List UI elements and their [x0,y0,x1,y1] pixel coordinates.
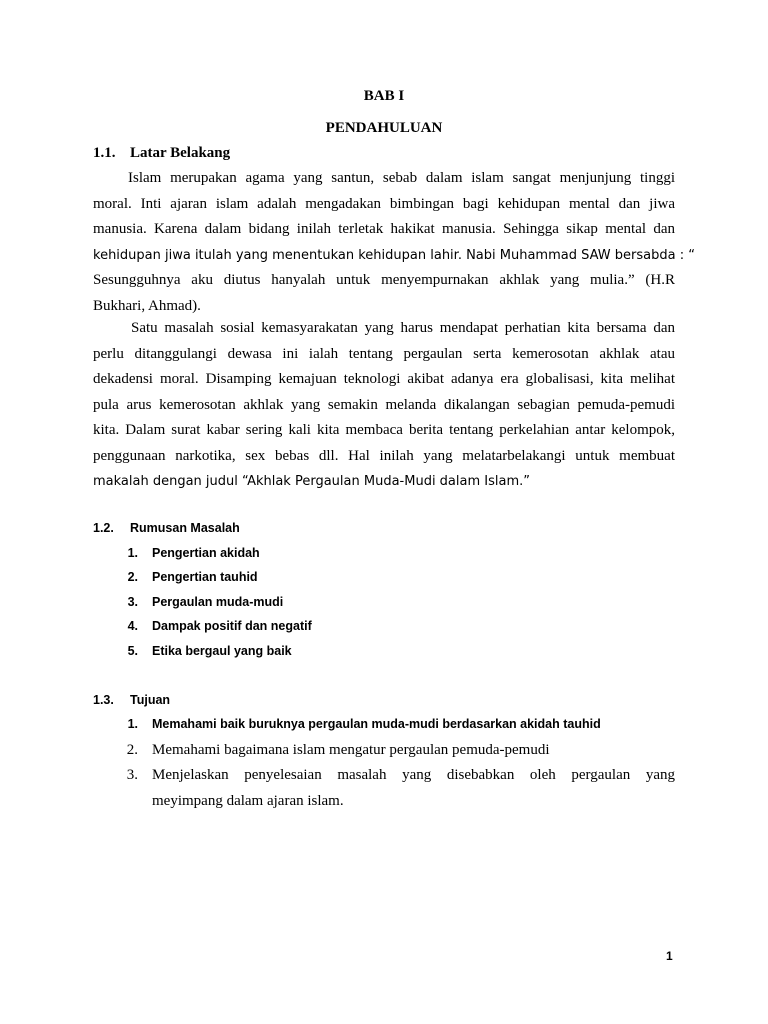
paragraph-line: makalah dengan judul “Akhlak Pergaulan Muda-Mudi dalam Islam.” [93,474,530,489]
list-item-text: Memahami bagaimana islam mengatur pergaulan pemuda-pemudi [152,742,550,758]
section-1-number: 1.1. [93,145,116,161]
paragraph-line: manusia. Karena dalam bidang inilah terletak hakikat manusia. Sehingga sikap mental dan [93,221,675,237]
paragraph-line: Bukhari, Ahmad). [93,297,201,314]
paragraph-line: pula arus kemerosotan akhlak yang semakin melanda dikalangan sebagian pemuda-pemudi [93,396,675,413]
list-item-text: Pengertian akidah [152,546,260,560]
list-item-number: 1. [127,717,138,731]
list-item-text: Pengertian tauhid [152,570,258,584]
paragraph-line: penggunaan narkotika, sex bebas dll. Hal inilah yang melatarbelakangi untuk membuat [93,447,675,464]
paragraph-line: perlu ditanggulangi dewasa ini ialah tentang pergaulan serta kemerosotan akhlak atau [93,345,675,362]
section-1-paragraph-1 [93,166,695,319]
list-item-text: Menjelaskan penyelesaian masalah yang disebabkan oleh pergaulan yang [152,767,675,783]
section-3-title: Tujuan [130,693,171,707]
list-item-number: 3. [127,595,138,609]
list-item-text: Dampak positif dan negatif [152,619,312,633]
section-2-number: 1.2. [93,521,114,535]
list-item-number: 1. [127,546,138,560]
list-item-number: 2. [127,570,138,584]
paragraph-line: kehidupan jiwa itulah yang menentukan kehidupan lahir. Nabi Muhammad SAW bersabda : “ [93,247,695,263]
list-item-number: 5. [127,644,138,658]
paragraph-line: moral. Inti ajaran islam adalah mengadakan bimbingan bagi kehidupan mental dan jiwa [93,195,675,212]
section-2-title: Rumusan Masalah [130,521,240,535]
list-item-text: Pergaulan muda-mudi [152,595,284,609]
section-3-number: 1.3. [93,693,114,707]
list-item-text: Memahami baik buruknya pergaulan muda-mudi berdasarkan akidah tauhid [152,717,601,731]
paragraph-line: kita. Dalam surat kabar sering kali kita membaca berita tentang perkelahian antar kelompok, [93,422,675,438]
chapter-label: BAB I [363,88,405,104]
chapter-title: PENDAHULUAN [325,120,443,136]
list-item-text-continued: meyimpang dalam ajaran islam. [152,793,344,809]
paragraph-line: Satu masalah sosial kemasyarakatan yang harus mendapat perhatian kita bersama dan [131,320,675,336]
paragraph-line: Sesungguhnya aku diutus hanyalah untuk menyempurnakan akhlak yang mulia.” (H.R [93,272,675,288]
list-item-number: 4. [127,619,138,633]
paragraph-line: dekadensi moral. Disamping kemajuan teknologi akibat adanya era globalisasi, kita melihat [93,371,675,387]
list-item-text: Etika bergaul yang baik [152,644,292,658]
section-1-title: Latar Belakang [130,145,231,161]
page-number: 1 [666,949,673,963]
list-item-number: 2. [126,742,138,758]
list-item-number: 3. [126,767,138,783]
section-1-paragraph-2 [93,316,675,495]
paragraph-line: Islam merupakan agama yang santun, sebab dalam islam sangat menjunjung tinggi [128,170,675,186]
